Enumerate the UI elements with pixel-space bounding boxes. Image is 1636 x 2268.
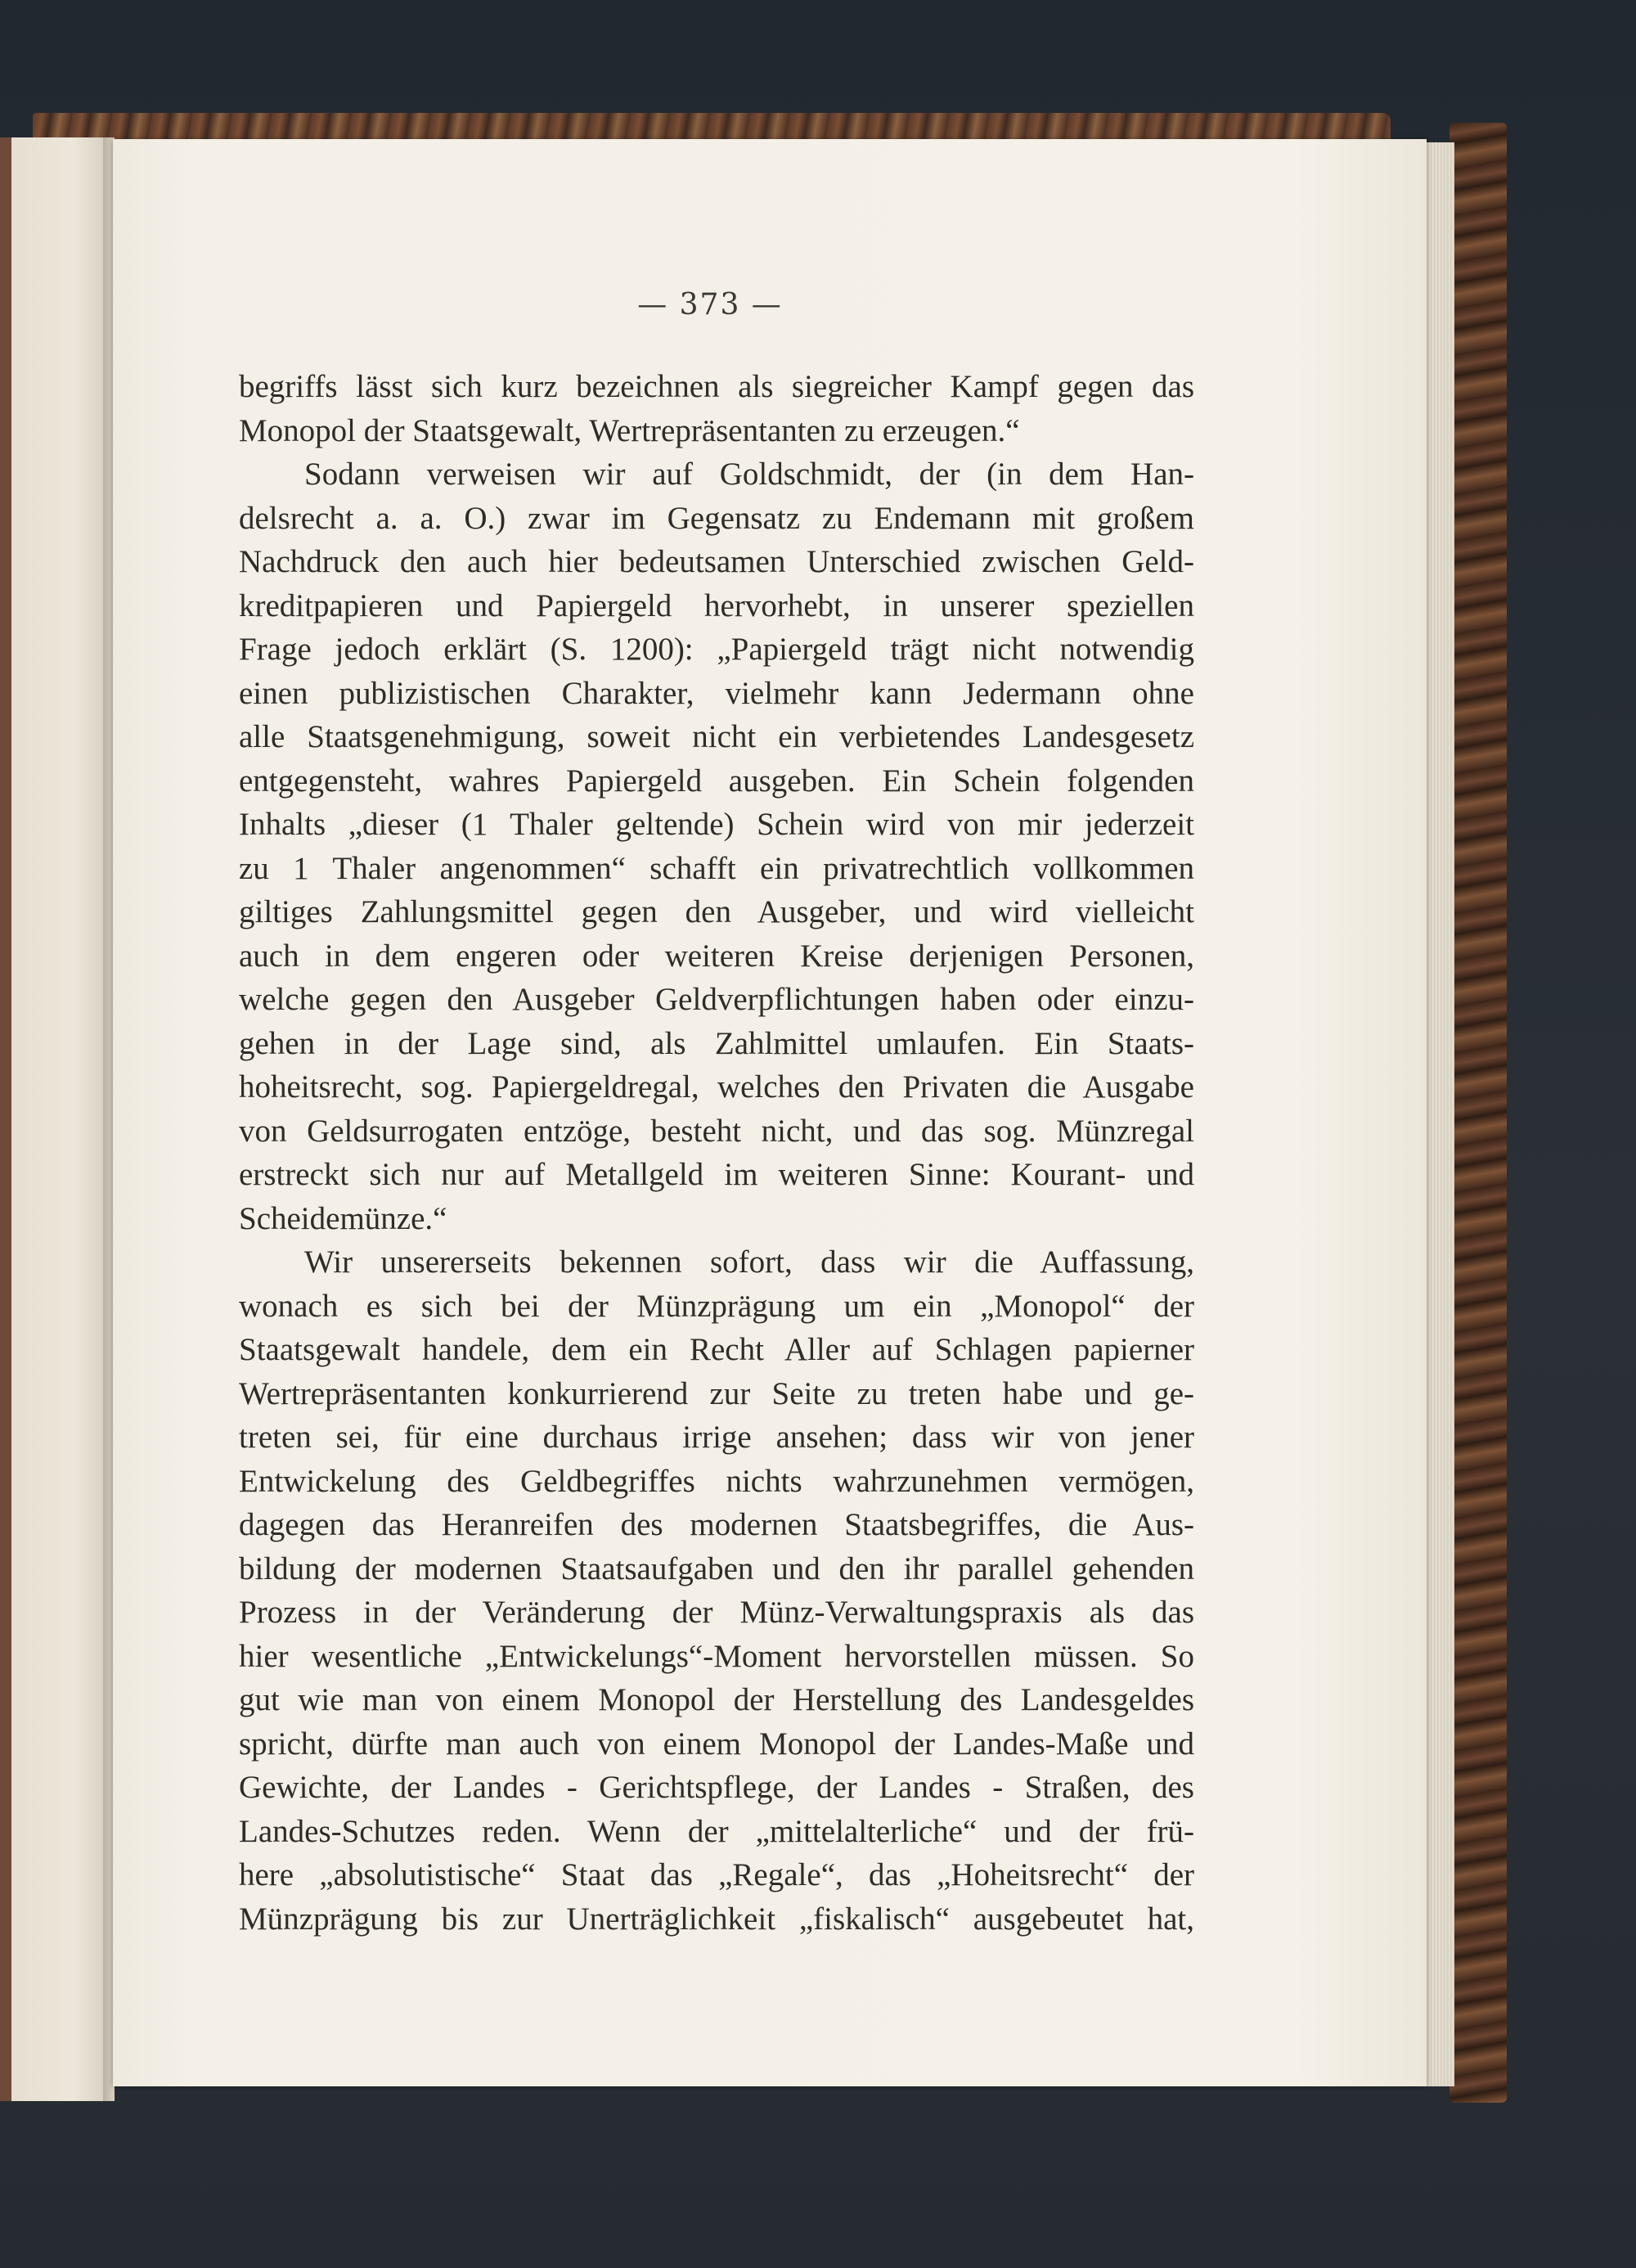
book-cover-right-edge xyxy=(1449,123,1507,2103)
text-line: treten sei, für eine durchaus irrige ansehen; dass wir von jener xyxy=(239,1420,1194,1455)
text-line: Landes-Schutzes reden. Wenn der „mittelalterliche“ und der frü- xyxy=(239,1813,1194,1849)
text-line: Gewichte, der Landes - Gerichtspflege, der Landes - Straßen, des xyxy=(239,1770,1194,1805)
text-line: kreditpapieren und Papiergeld hervorhebt, in unserer speziellen xyxy=(239,587,1194,623)
text-line: Scheidemünze.“ xyxy=(239,1200,447,1236)
text-line: Wertrepräsentanten konkurrierend zur Seite zu treten habe und ge- xyxy=(239,1375,1194,1411)
text-line: Nachdruck den auch hier bedeutsamen Unterschied zwischen Geld- xyxy=(239,544,1194,579)
text-line: giltiges Zahlungsmittel gegen den Ausgeber, und wird vielleicht xyxy=(239,894,1194,929)
text-line: welche gegen den Ausgeber Geldverpflichtungen haben oder einzu- xyxy=(239,982,1194,1017)
text-line: erstreckt sich nur auf Metallgeld im weiteren Sinne: Kourant- und xyxy=(239,1157,1194,1192)
text-line: begriffs lässt sich kurz bezeichnen als siegreicher Kampf gegen das xyxy=(239,369,1194,404)
text-line: Prozess in der Veränderung der Münz-Verwaltungspraxis als das xyxy=(239,1595,1194,1630)
text-line: here „absolutistische“ Staat das „Regale“, das „Hoheitsrecht“ der xyxy=(239,1857,1194,1892)
text-line: dagegen das Heranreifen des modernen Staatsbegriffes, die Aus- xyxy=(239,1507,1194,1542)
text-line: Münzprägung bis zur Unerträglichkeit „fiskalisch“ ausgebeutet hat, xyxy=(239,1901,1194,1937)
text-line: bildung der modernen Staatsaufgaben und den ihr parallel gehenden xyxy=(239,1550,1194,1586)
binding-edge xyxy=(0,137,11,2101)
text-line: hoheitsrecht, sog. Papiergeldregal, welches den Privaten die Ausgabe xyxy=(239,1069,1194,1105)
text-line: Wir unsererseits bekennen sofort, dass wir die Auffassung, xyxy=(304,1244,1194,1280)
page-edges xyxy=(1427,142,1454,2086)
text-line: Sodann verweisen wir auf Goldschmidt, der (in dem Han- xyxy=(304,457,1194,492)
text-line: entgegensteht, wahres Papiergeld ausgeben. Ein Schein folgenden xyxy=(239,763,1194,799)
text-line: Frage jedoch erklärt (S. 1200): „Papiergeld trägt nicht notwendig xyxy=(239,632,1194,667)
text-line: einen publizistischen Charakter, vielmehr kann Jedermann ohne xyxy=(239,675,1194,711)
text-line: hier wesentliche „Entwickelungs“-Moment hervorstellen müssen. So xyxy=(239,1638,1194,1674)
text-line: alle Staatsgenehmigung, soweit nicht ein verbietendes Landesgesetz xyxy=(239,719,1194,754)
text-line: spricht, dürfte man auch von einem Monopol der Landes-Maße und xyxy=(239,1726,1194,1762)
text-line: gehen in der Lage sind, als Zahlmittel umlaufen. Ein Staats- xyxy=(239,1025,1194,1061)
text-line: Monopol der Staatsgewalt, Wertrepräsentanten zu erzeugen.“ xyxy=(239,412,1020,448)
page-number: — 373 — xyxy=(637,288,783,322)
text-line: wonach es sich bei der Münzprägung um ein „Monopol“ der xyxy=(239,1288,1194,1324)
text-line: auch in dem engeren oder weiteren Kreise derjenigen Personen, xyxy=(239,938,1194,974)
text-line: Entwickelung des Geldbegriffes nichts wahrzunehmen vermögen, xyxy=(239,1463,1194,1499)
body-text xyxy=(239,365,1194,1941)
facing-page-left xyxy=(0,137,106,2101)
text-line: Inhalts „dieser (1 Thaler geltende) Schein wird von mir jederzeit xyxy=(239,807,1194,842)
text-line: Staatsgewalt handele, dem ein Recht Aller auf Schlagen papierner xyxy=(239,1332,1194,1367)
text-line: zu 1 Thaler angenommen“ schafft ein privatrechtlich vollkommen xyxy=(239,850,1194,886)
text-line: delsrecht a. a. O.) zwar im Gegensatz zu Endemann mit großem xyxy=(239,500,1194,536)
text-line: gut wie man von einem Monopol der Herstellung des Landesgeldes xyxy=(239,1682,1194,1717)
text-line: von Geldsurrogaten entzöge, besteht nicht, und das sog. Münzregal xyxy=(239,1113,1194,1149)
